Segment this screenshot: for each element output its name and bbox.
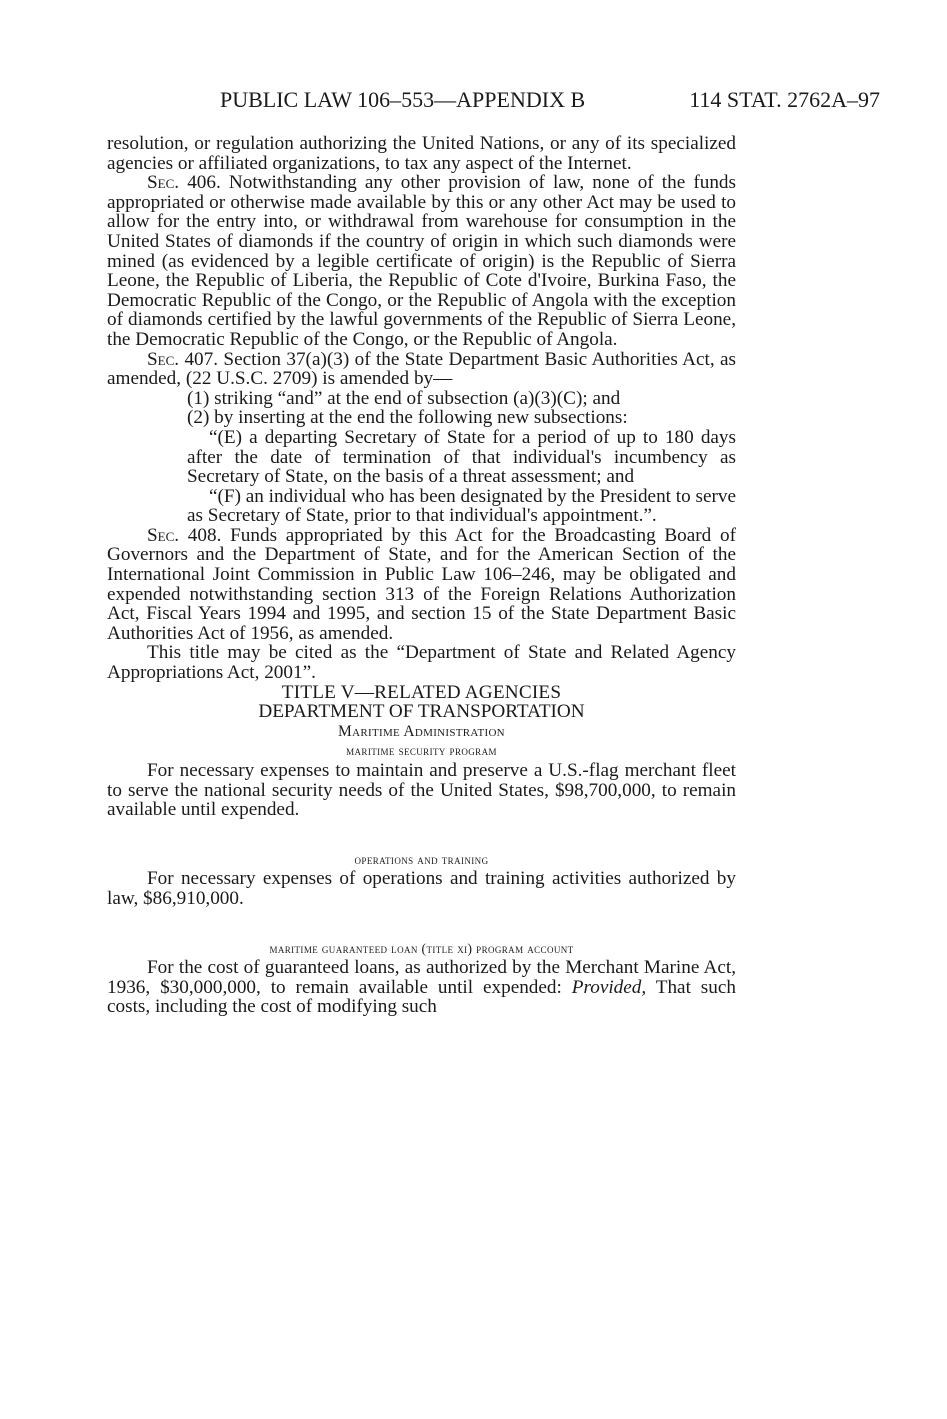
paragraph-carryover: resolution, or regulation authorizing the United Nations, or any of its specialized agencies or affiliated organizations, to tax any aspect of the Internet. [107,133,736,174]
statute-reference: 114 STAT. 2762A–97 [689,87,880,112]
title-heading: TITLE V—RELATED AGENCIES [281,681,562,703]
account-heading-loan: maritime guaranteed loan (title xi) program account [269,940,574,956]
loan-paragraph [107,958,736,1017]
section-407 [107,350,736,389]
subsection-e: “(E) a departing Secretary of State for a period of up to 180 days after the date of termination of that individual's incumbency as Secretary of State, on the basis of a threat assessment; and [187,426,736,488]
section-text: Funds appropriated by this Act for the Broadcasting Board of Governors and the Department of State, and for the American Section of the International Joint Commission in Public Law 106–246, may be obligated and expended notwithstanding section 313 of the Foreign Relations Authorization Act, Fiscal Years 1994 and 1995, and section 15 of the State Department Basic Authorities Act of 1956, as amended. [107,524,736,644]
loan-text: For the cost of guaranteed loans, as authorized by the Merchant Marine Act, 1936, $30,000,000, to remain available until expended: [107,957,736,998]
section-label: Sec. 407. [147,348,219,370]
section-text: Notwithstanding any other provision of law, none of the funds appropriated or otherwise made available by this or any other Act may be used to allow for the entry into, or withdrawal from warehouse for consumption in the United States of diamonds if the country of origin in which such diamonds were mined (as evidenced by a legible certificate of origin) is the Republic of Sierra Leone, the Republic of Liberia, the Republic of Cote d'Ivoire, Burkina Faso, the Democratic Republic of the Congo, or the Republic of Angola with the exception of diamonds certified by the lawful governments of the Republic of Sierra Leone, the Democratic Republic of the Congo, or the Republic of Angola. [107,172,736,350]
page-body [107,134,736,1017]
account-heading-operations: operations and training [354,851,489,867]
agency-heading: Maritime Administration [338,722,505,740]
short-title-paragraph: This title may be cited as the “Department of State and Related Agency Appropriations Act, 2001”. [107,642,736,684]
section-text: Section 37(a)(3) of the State Department Basic Authorities Act, as amended, (22 U.S.C. 2709) is amended by— [107,348,736,390]
section-label: Sec. 408. [147,524,222,546]
section-408 [107,526,736,644]
section-407-item-2: (2) by inserting at the end the following new subsections: [187,407,628,429]
page-header [220,86,880,114]
loan-text-end: That such costs, including the cost of modifying such [107,976,736,1018]
msp-paragraph: For necessary expenses to maintain and preserve a U.S.-flag merchant fleet to serve the national security needs of the United States, $98,700,000, to remain available until expended. [107,760,736,821]
account-heading-msp: maritime security program [346,743,497,759]
subsection-f: “(F) an individual who has been designated by the President to serve as Secretary of State, prior to that individual's appointment.”. [187,485,736,527]
running-head: PUBLIC LAW 106–553—APPENDIX B [220,87,586,112]
section-406 [107,173,736,349]
section-label: Sec. 406. [147,172,221,194]
provided-proviso: Provided, [571,976,647,998]
section-407-item-1: (1) striking “and” at the end of subsection (a)(3)(C); and [187,387,621,409]
operations-paragraph: For necessary expenses of operations and training activities authorized by law, $86,910,000. [107,868,736,909]
department-heading: DEPARTMENT OF TRANSPORTATION [258,701,585,723]
